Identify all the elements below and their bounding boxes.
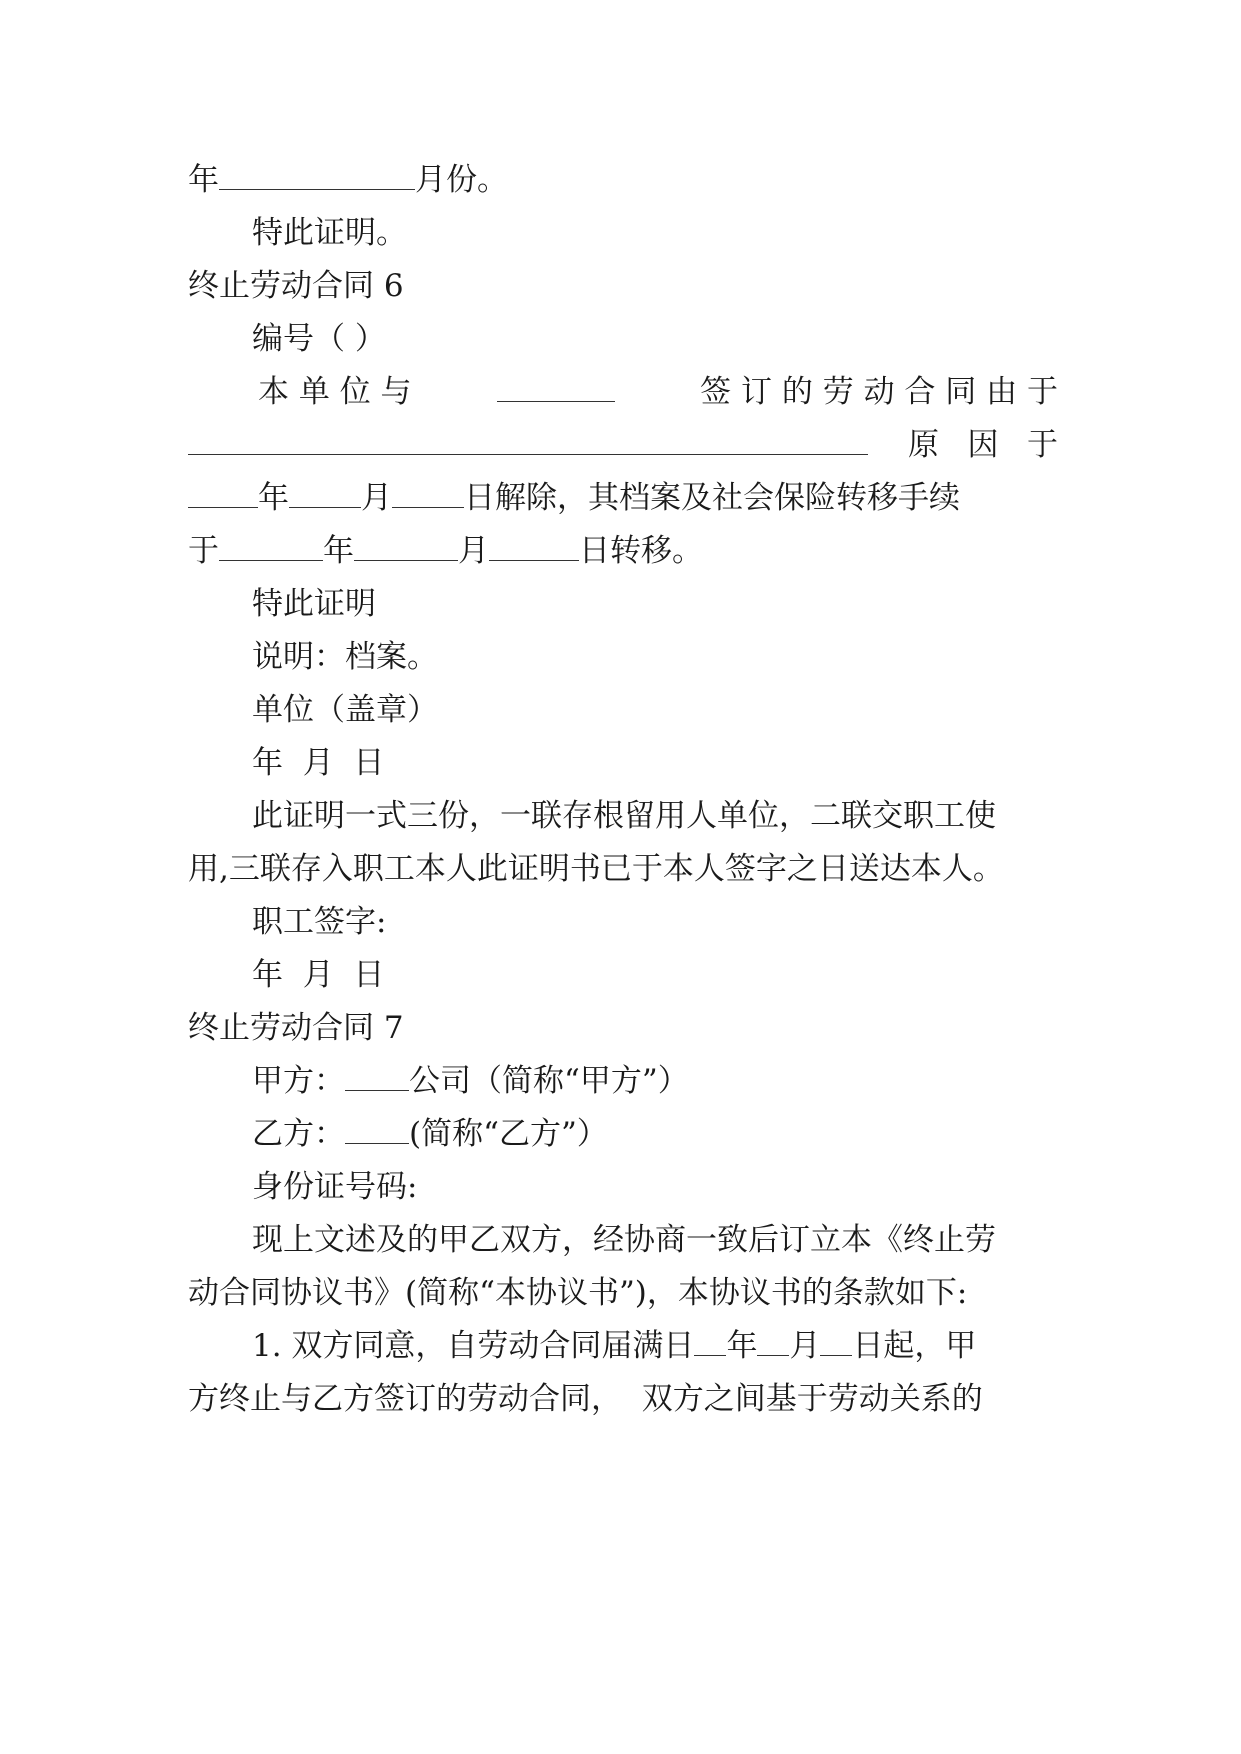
blank-line xyxy=(289,479,361,508)
text: 乙方： xyxy=(252,1116,345,1152)
blank-line xyxy=(188,479,258,508)
text: 因 xyxy=(967,427,999,463)
paragraph-line: 动合同协议书》(简称“本协议书”)，本协议书的条款如下: xyxy=(188,1275,968,1311)
text: 签 订 的 劳 动 合 同 由 于 xyxy=(700,374,1058,410)
blank-line xyxy=(345,1115,409,1144)
paragraph-line: 方终止与乙方签订的劳动合同， 双方之间基于劳动关系的 xyxy=(188,1381,983,1417)
text: 本 单 位 与 xyxy=(258,374,412,410)
blank-line xyxy=(219,532,323,561)
text: 1. 双方同意，自劳动合同届满日 xyxy=(252,1328,695,1364)
number-line: 编号（ ） xyxy=(252,321,386,357)
blank-line xyxy=(820,1327,852,1356)
text: 月 xyxy=(789,1328,821,1364)
party-b-line xyxy=(188,1114,1058,1154)
text: 月份。 xyxy=(415,162,508,198)
text: 月 xyxy=(458,533,489,569)
blank-line xyxy=(392,479,464,508)
id-number-line: 身份证号码: xyxy=(252,1169,418,1205)
blank-line xyxy=(354,532,458,561)
text: 日解除，其档案及社会保险转移手续 xyxy=(464,480,960,516)
certification-line: 特此证明 xyxy=(252,586,376,622)
text: 年 xyxy=(258,480,289,516)
date-line: 年 月 日 xyxy=(252,745,385,781)
text: (简称“乙方”） xyxy=(409,1116,608,1152)
paragraph-line: 用,三联存入职工本人此证明书已于本人签字之日送达本人。 xyxy=(188,851,1004,887)
text: 月 xyxy=(361,480,392,516)
section-heading-7: 终止劳动合同 7 xyxy=(188,1010,404,1046)
seal-line: 单位（盖章） xyxy=(252,692,438,728)
text: 年 xyxy=(188,162,219,198)
text: 原 xyxy=(908,427,939,463)
blank-line xyxy=(497,373,615,402)
blank-line xyxy=(757,1327,789,1356)
line-month-end xyxy=(188,160,1058,200)
note-line: 说明：档案。 xyxy=(252,639,438,675)
paragraph-line xyxy=(188,531,1058,571)
signature-line: 职工签字: xyxy=(252,904,387,940)
blank-line xyxy=(694,1327,726,1356)
text: 日转移。 xyxy=(579,533,703,569)
blank-line xyxy=(188,426,868,455)
paragraph-line: 此证明一式三份，一联存根留用人单位，二联交职工使 xyxy=(252,798,996,834)
paragraph-line: 现上文述及的甲乙双方，经协商一致后订立本《终止劳 xyxy=(252,1222,996,1258)
paragraph-line xyxy=(188,372,1058,412)
text: 年 xyxy=(726,1328,758,1364)
paragraph-line xyxy=(188,478,1058,518)
text: 于 xyxy=(1027,427,1058,463)
date-line: 年 月 日 xyxy=(252,957,385,993)
paragraph-line xyxy=(188,425,1058,465)
section-heading-6: 终止劳动合同 6 xyxy=(188,268,404,304)
certification-line: 特此证明。 xyxy=(252,215,407,251)
blank-line xyxy=(489,532,579,561)
clause-line xyxy=(188,1326,1058,1366)
text: 甲方： xyxy=(252,1063,345,1099)
text: 公司（简称“甲方”） xyxy=(409,1063,689,1099)
text: 年 xyxy=(323,533,354,569)
party-a-line xyxy=(188,1061,1058,1101)
blank-line xyxy=(219,161,415,190)
blank-line xyxy=(345,1062,409,1091)
text: 于 xyxy=(188,533,219,569)
text: 日起，甲 xyxy=(852,1328,977,1364)
